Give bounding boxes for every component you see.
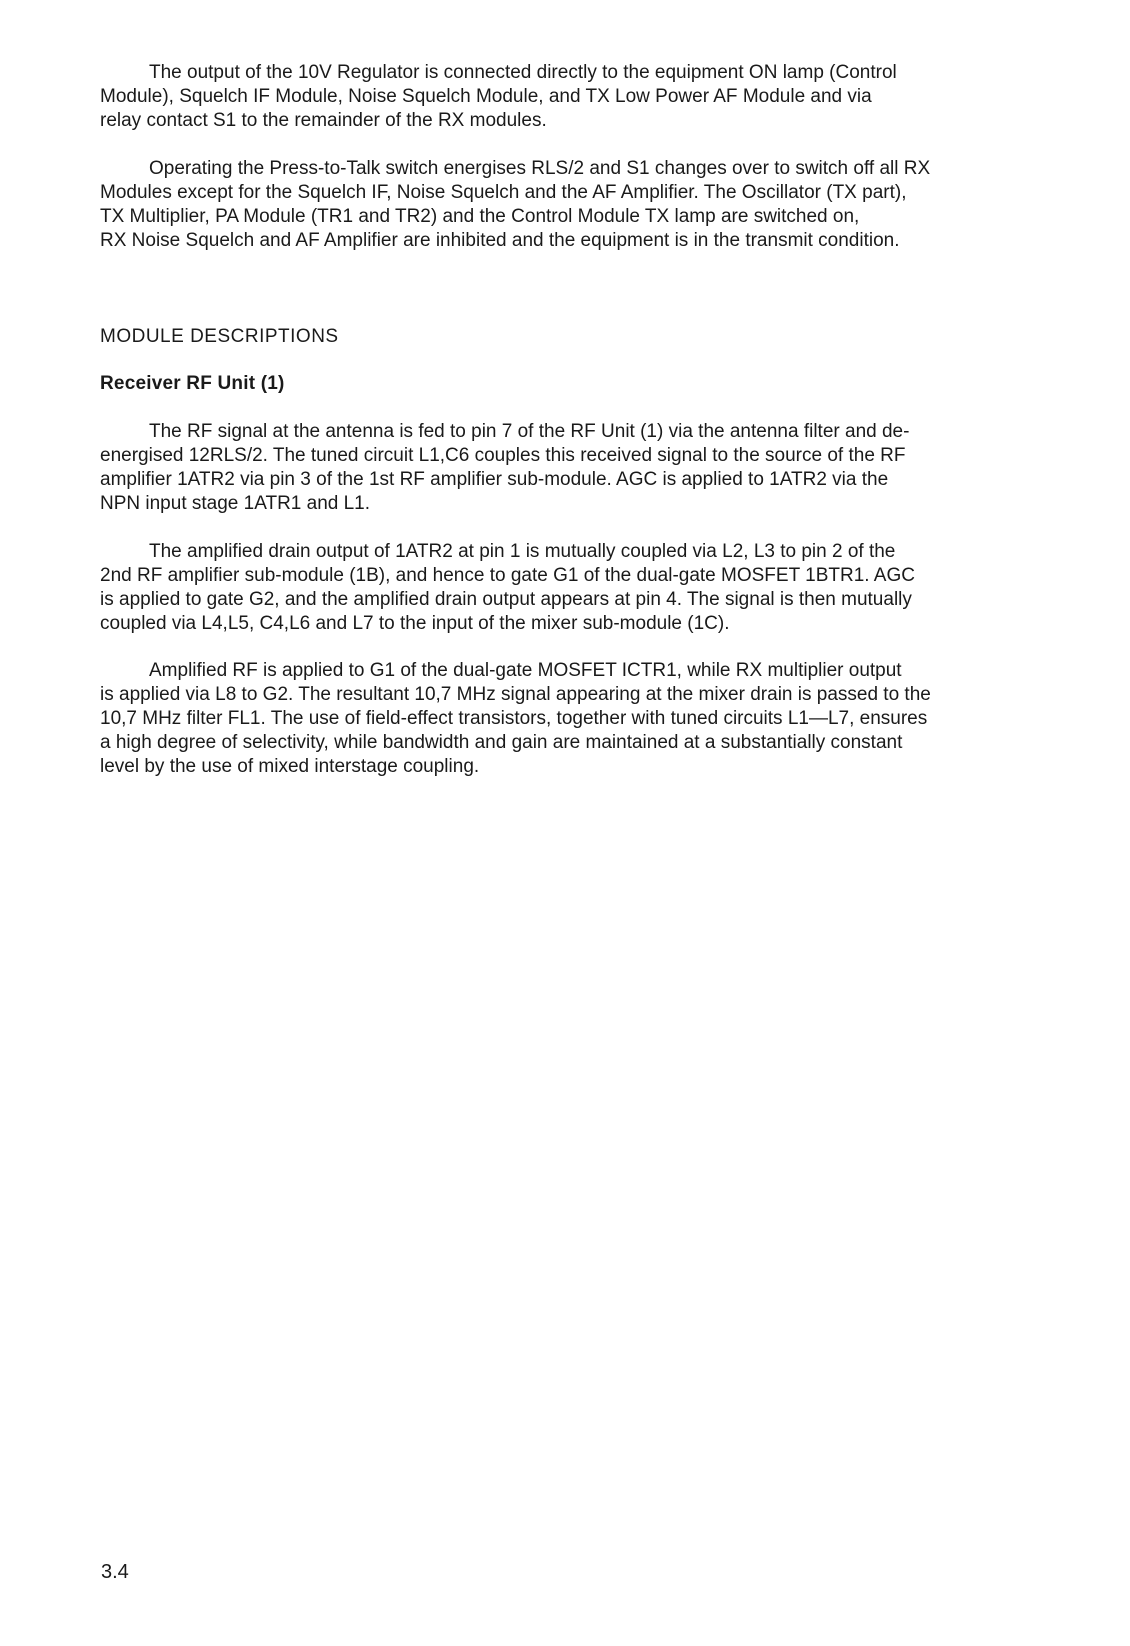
text-line: is applied to gate G2, and the amplified drain output appears at pin 4. The signal is then mutually — [100, 589, 912, 610]
text-line: a high degree of selectivity, while bandwidth and gain are maintained at a substantially constant — [100, 732, 903, 753]
text-line: is applied via L8 to G2. The resultant 10,7 MHz signal appearing at the mixer drain is passed to the — [100, 684, 931, 705]
page-number: 3.4 — [101, 1561, 129, 1583]
text-line: NPN input stage 1ATR1 and L1. — [100, 493, 371, 514]
intro-paragraph-2 — [100, 157, 1060, 253]
text-line: The output of the 10V Regulator is connected directly to the equipment ON lamp (Control — [149, 62, 897, 83]
text-line: amplifier 1ATR2 via pin 3 of the 1st RF amplifier sub-module. AGC is applied to 1ATR2 via the — [100, 469, 889, 490]
text-line: The RF signal at the antenna is fed to pin 7 of the RF Unit (1) via the antenna filter and de- — [149, 421, 910, 442]
text-line: 2nd RF amplifier sub-module (1B), and hence to gate G1 of the dual-gate MOSFET 1BTR1. AGC — [100, 565, 915, 586]
intro-paragraph-1 — [100, 61, 1060, 133]
rf-unit-paragraph-3 — [100, 659, 1060, 779]
rf-unit-paragraph-2 — [100, 540, 1060, 636]
text-line: RX Noise Squelch and AF Amplifier are inhibited and the equipment is in the transmit condition. — [100, 230, 900, 251]
text-line: TX Multiplier, PA Module (TR1 and TR2) and the Control Module TX lamp are switched on, — [100, 206, 860, 227]
text-line: Modules except for the Squelch IF, Noise Squelch and the AF Amplifier. The Oscillator (TX part), — [100, 182, 907, 203]
rf-unit-paragraph-1 — [100, 420, 1060, 516]
text-line: level by the use of mixed interstage coupling. — [100, 756, 480, 777]
text-line: Module), Squelch IF Module, Noise Squelch Module, and TX Low Power AF Module and via — [100, 86, 872, 107]
text-line: 10,7 MHz filter FL1. The use of field-effect transistors, together with tuned circuits L1—L7, ensures — [100, 708, 928, 729]
subsection-heading: Receiver RF Unit (1) — [100, 373, 285, 394]
text-line: energised 12RLS/2. The tuned circuit L1,C6 couples this received signal to the source of the RF — [100, 445, 906, 466]
text-line: The amplified drain output of 1ATR2 at pin 1 is mutually coupled via L2, L3 to pin 2 of the — [149, 541, 896, 562]
text-line: Operating the Press-to-Talk switch energises RLS/2 and S1 changes over to switch off all RX — [149, 158, 931, 179]
text-line: coupled via L4,L5, C4,L6 and L7 to the input of the mixer sub-module (1C). — [100, 613, 730, 634]
text-line: Amplified RF is applied to G1 of the dual-gate MOSFET ICTR1, while RX multiplier output — [149, 660, 902, 681]
section-heading: MODULE DESCRIPTIONS — [100, 326, 339, 347]
text-line: relay contact S1 to the remainder of the RX modules. — [100, 110, 547, 131]
